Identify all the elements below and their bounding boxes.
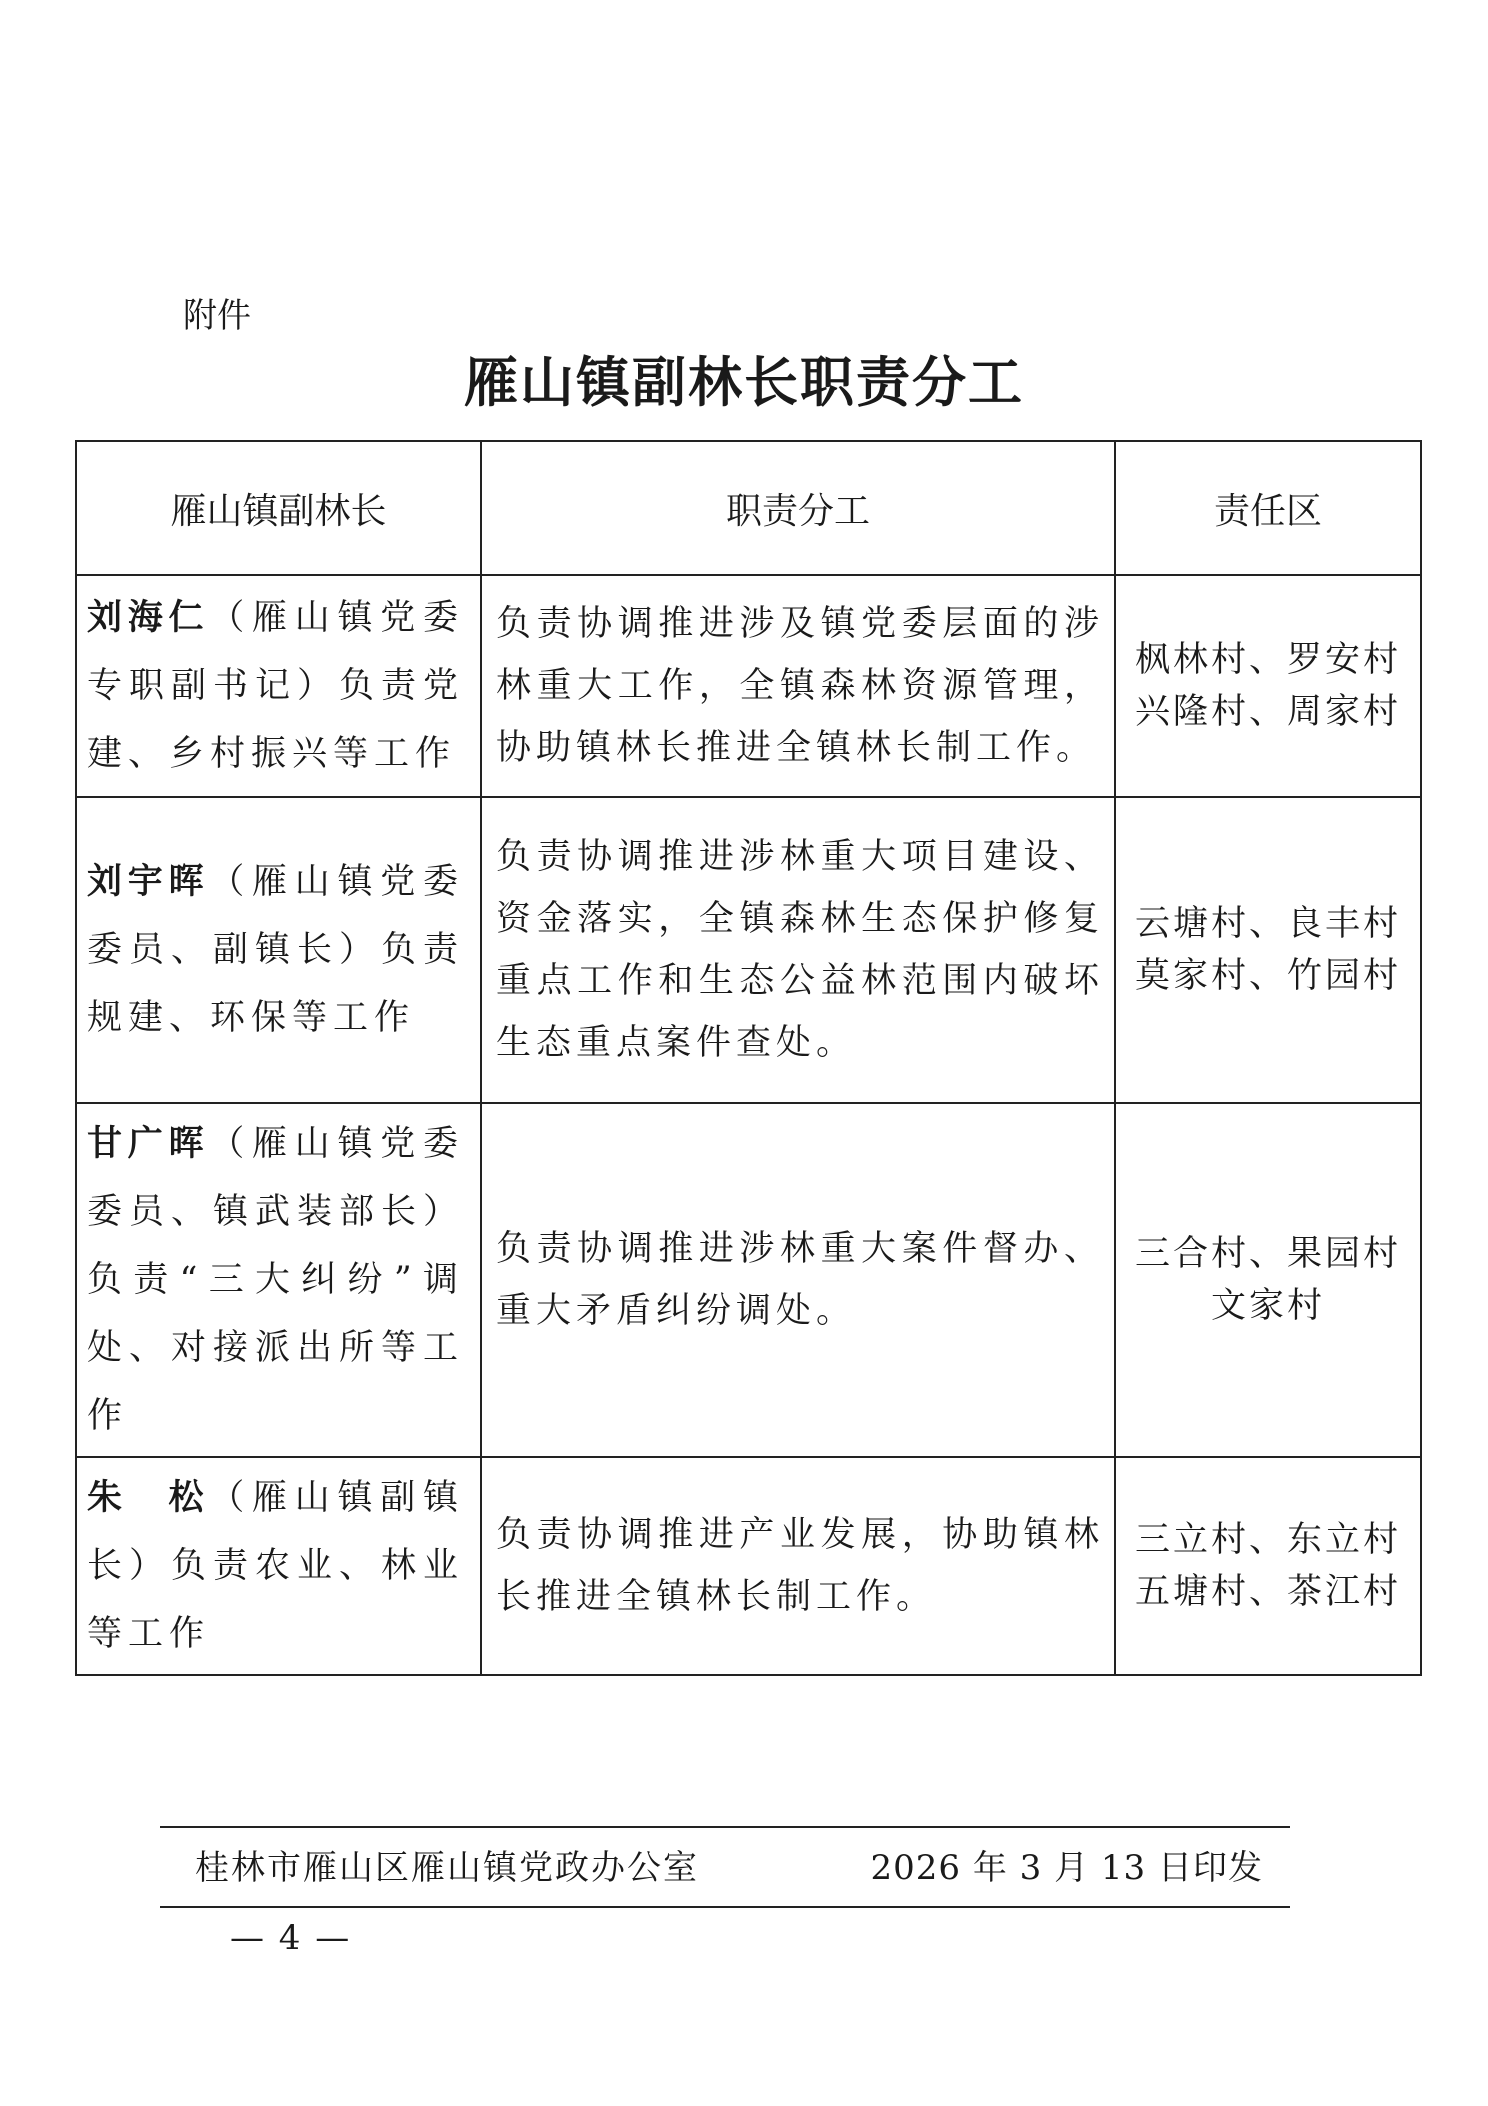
duty-cell: 负责协调推进涉林重大项目建设、资金落实，全镇森林生态保护修复重点工作和生态公益林范围内破坏生态重点案件查处。 — [481, 797, 1115, 1103]
table-header-row — [76, 441, 1421, 575]
deputy-role: （雁山镇副镇长）负责农业、林业等工作 — [87, 1478, 464, 1654]
deputy-role: （雁山镇党委委员、副镇长）负责规建、环保等工作 — [87, 862, 464, 1038]
duty-table — [75, 440, 1422, 1676]
deputy-cell — [76, 797, 481, 1103]
deputy-role: （雁山镇党委专职副书记）负责党建、乡村振兴等工作 — [87, 598, 464, 774]
area-cell — [1115, 797, 1421, 1103]
table-row — [76, 1457, 1421, 1675]
area-line: 文家村 — [1210, 1286, 1325, 1326]
deputy-name: 刘海仁 — [87, 597, 210, 638]
table-row — [76, 1103, 1421, 1457]
deputy-name: 甘广晖 — [87, 1123, 210, 1164]
area-line: 三立村、东立村 — [1134, 1520, 1401, 1560]
page-number: — 4 — — [230, 1918, 352, 1958]
header-area: 责任区 — [1115, 441, 1421, 575]
table-row — [76, 797, 1421, 1103]
header-deputy-chief: 雁山镇副林长 — [76, 441, 481, 575]
header-duty: 职责分工 — [481, 441, 1115, 575]
area-line: 三合村、果园村 — [1134, 1234, 1401, 1274]
table-row — [76, 575, 1421, 797]
area-line: 莫家村、竹园村 — [1134, 956, 1401, 996]
footer-divider-top — [160, 1826, 1290, 1828]
deputy-cell — [76, 1103, 481, 1457]
duty-cell: 负责协调推进涉及镇党委层面的涉林重大工作，全镇森林资源管理，协助镇林长推进全镇林长制工作。 — [481, 575, 1115, 797]
duty-cell: 负责协调推进涉林重大案件督办、重大矛盾纠纷调处。 — [481, 1103, 1115, 1457]
deputy-name: 朱 松 — [87, 1477, 210, 1518]
attachment-label: 附件 — [183, 296, 251, 336]
document-title: 雁山镇副林长职责分工 — [464, 350, 1024, 414]
deputy-cell — [76, 1457, 481, 1675]
area-line: 五塘村、茶江村 — [1134, 1572, 1401, 1612]
duty-cell: 负责协调推进产业发展，协助镇林长推进全镇林长制工作。 — [481, 1457, 1115, 1675]
footer-divider-bottom — [160, 1906, 1290, 1908]
issue-date: 2026 年 3 月 13 日印发 — [870, 1848, 1263, 1888]
area-line: 云塘村、良丰村 — [1134, 904, 1401, 944]
area-line: 枫林村、罗安村 — [1134, 640, 1401, 680]
deputy-role: （雁山镇党委委员、镇武装部长）负责“三大纠纷”调处、对接派出所等工作 — [87, 1124, 464, 1436]
deputy-name: 刘宇晖 — [87, 861, 210, 902]
area-cell — [1115, 575, 1421, 797]
area-line: 兴隆村、周家村 — [1134, 692, 1401, 732]
area-cell — [1115, 1103, 1421, 1457]
issuing-office: 桂林市雁山区雁山镇党政办公室 — [195, 1848, 699, 1888]
area-cell — [1115, 1457, 1421, 1675]
deputy-cell — [76, 575, 481, 797]
